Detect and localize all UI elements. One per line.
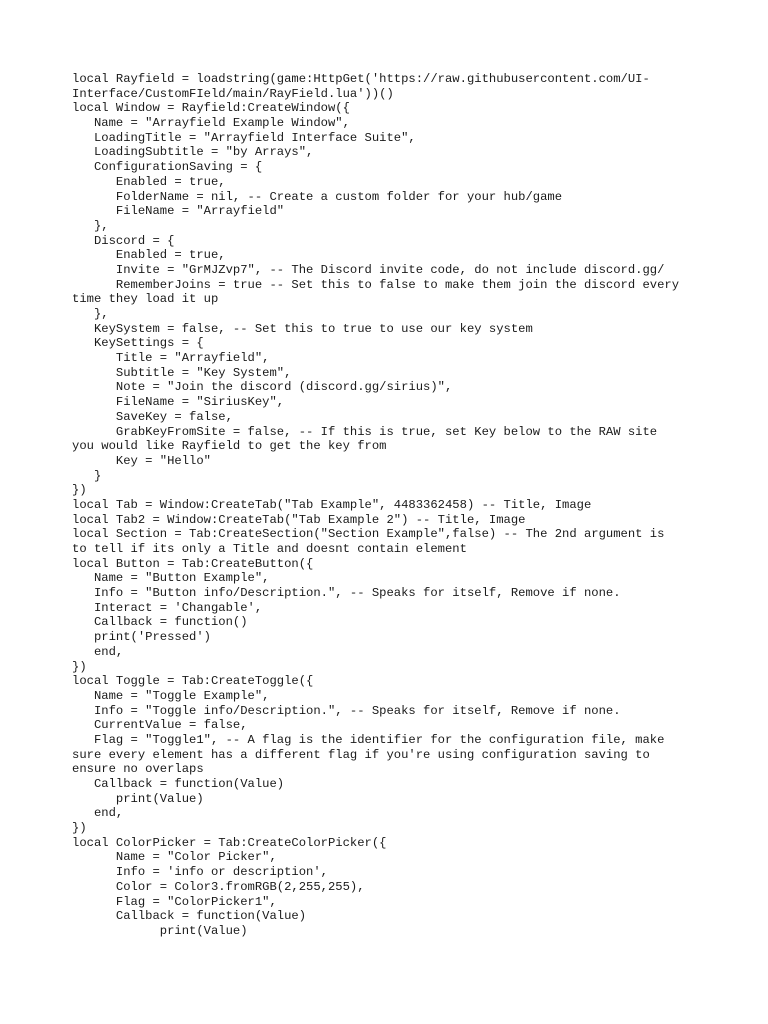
code-line: end, xyxy=(72,644,124,659)
code-line: Name = "Toggle Example", xyxy=(72,688,270,703)
code-line: }) xyxy=(72,659,87,674)
code-line: Name = "Color Picker", xyxy=(72,850,277,865)
code-line: KeySettings = { xyxy=(72,336,204,351)
code-line: local Button = Tab:CreateButton({ xyxy=(72,556,314,571)
code-line: LoadingTitle = "Arrayfield Interface Suite", xyxy=(72,130,416,145)
code-line: Key = "Hello" xyxy=(72,453,211,468)
code-line: sure every element has a different flag if you're using configuration saving to xyxy=(72,747,650,762)
code-line: }) xyxy=(72,483,87,498)
code-line: Subtitle = "Key System", xyxy=(72,365,292,380)
code-line: Callback = function() xyxy=(72,615,248,630)
code-line: }, xyxy=(72,307,109,321)
code-line: LoadingSubtitle = "by Arrays", xyxy=(72,145,314,160)
code-line: CurrentValue = false, xyxy=(72,718,248,733)
code-line: Info = 'info or description', xyxy=(72,865,328,880)
code-line: local ColorPicker = Tab:CreateColorPicker({ xyxy=(72,835,387,850)
code-line: Name = "Button Example", xyxy=(72,571,270,586)
code-line: Interface/CustomFIeld/main/RayField.lua'))() xyxy=(72,86,394,101)
code-line: local Window = Rayfield:CreateWindow({ xyxy=(72,101,350,116)
code-line: print('Pressed') xyxy=(72,630,211,645)
code-line: ConfigurationSaving = { xyxy=(72,160,263,175)
code-line: Title = "Arrayfield", xyxy=(72,351,270,366)
code-line: Note = "Join the discord (discord.gg/sirius)", xyxy=(72,380,453,395)
code-line: Flag = "Toggle1", -- A flag is the identifier for the configuration file, make xyxy=(72,732,665,747)
code-line: } xyxy=(72,468,102,483)
code-line: GrabKeyFromSite = false, -- If this is true, set Key below to the RAW site xyxy=(72,424,658,439)
code-line: Interact = 'Changable', xyxy=(72,600,263,615)
code-line: Info = "Button info/Description.", -- Speaks for itself, Remove if none. xyxy=(72,586,621,601)
code-line: Enabled = true, xyxy=(72,248,226,263)
code-line: ensure no overlaps xyxy=(72,762,204,777)
code-line: Color = Color3.fromRGB(2,255,255), xyxy=(72,879,365,894)
code-line: end, xyxy=(72,806,124,821)
code-line: local Tab2 = Window:CreateTab("Tab Example 2") -- Title, Image xyxy=(72,512,526,527)
code-line: print(Value) xyxy=(72,923,248,938)
code-line: }) xyxy=(72,821,87,836)
code-line: RememberJoins = true -- Set this to false to make them join the discord every xyxy=(72,277,680,292)
code-line: Name = "Arrayfield Example Window", xyxy=(72,116,350,131)
code-line: Invite = "GrMJZvp7", -- The Discord invite code, do not include discord.gg/ xyxy=(72,262,665,277)
code-line: to tell if its only a Title and doesnt contain element xyxy=(72,542,467,556)
code-line: Callback = function(Value) xyxy=(72,777,285,791)
code-line: you would like Rayfield to get the key from xyxy=(72,439,387,454)
code-line: Discord = { xyxy=(72,233,175,248)
code-line: local Section = Tab:CreateSection("Section Example",false) -- The 2nd argument is xyxy=(72,527,665,542)
code-line: Flag = "ColorPicker1", xyxy=(72,894,277,909)
code-listing xyxy=(72,72,702,939)
code-line: time they load it up xyxy=(72,292,219,307)
code-line: Enabled = true, xyxy=(72,174,226,189)
code-line: print(Value) xyxy=(72,791,204,806)
code-line: FileName = "Arrayfield" xyxy=(72,204,285,219)
code-line: local Toggle = Tab:CreateToggle({ xyxy=(72,674,314,689)
code-line: }, xyxy=(72,218,109,233)
code-line: FileName = "SiriusKey", xyxy=(72,395,285,410)
code-line: Callback = function(Value) xyxy=(72,909,307,924)
code-line: SaveKey = false, xyxy=(72,409,233,424)
code-line: FolderName = nil, -- Create a custom folder for your hub/game xyxy=(72,189,563,204)
code-line: local Tab = Window:CreateTab("Tab Example", 4483362458) -- Title, Image xyxy=(72,497,592,512)
code-line: local Rayfield = loadstring(game:HttpGet('https://raw.githubusercontent.com/UI- xyxy=(72,72,650,86)
code-line: KeySystem = false, -- Set this to true to use our key system xyxy=(72,321,533,336)
code-line: Info = "Toggle info/Description.", -- Speaks for itself, Remove if none. xyxy=(72,703,621,718)
